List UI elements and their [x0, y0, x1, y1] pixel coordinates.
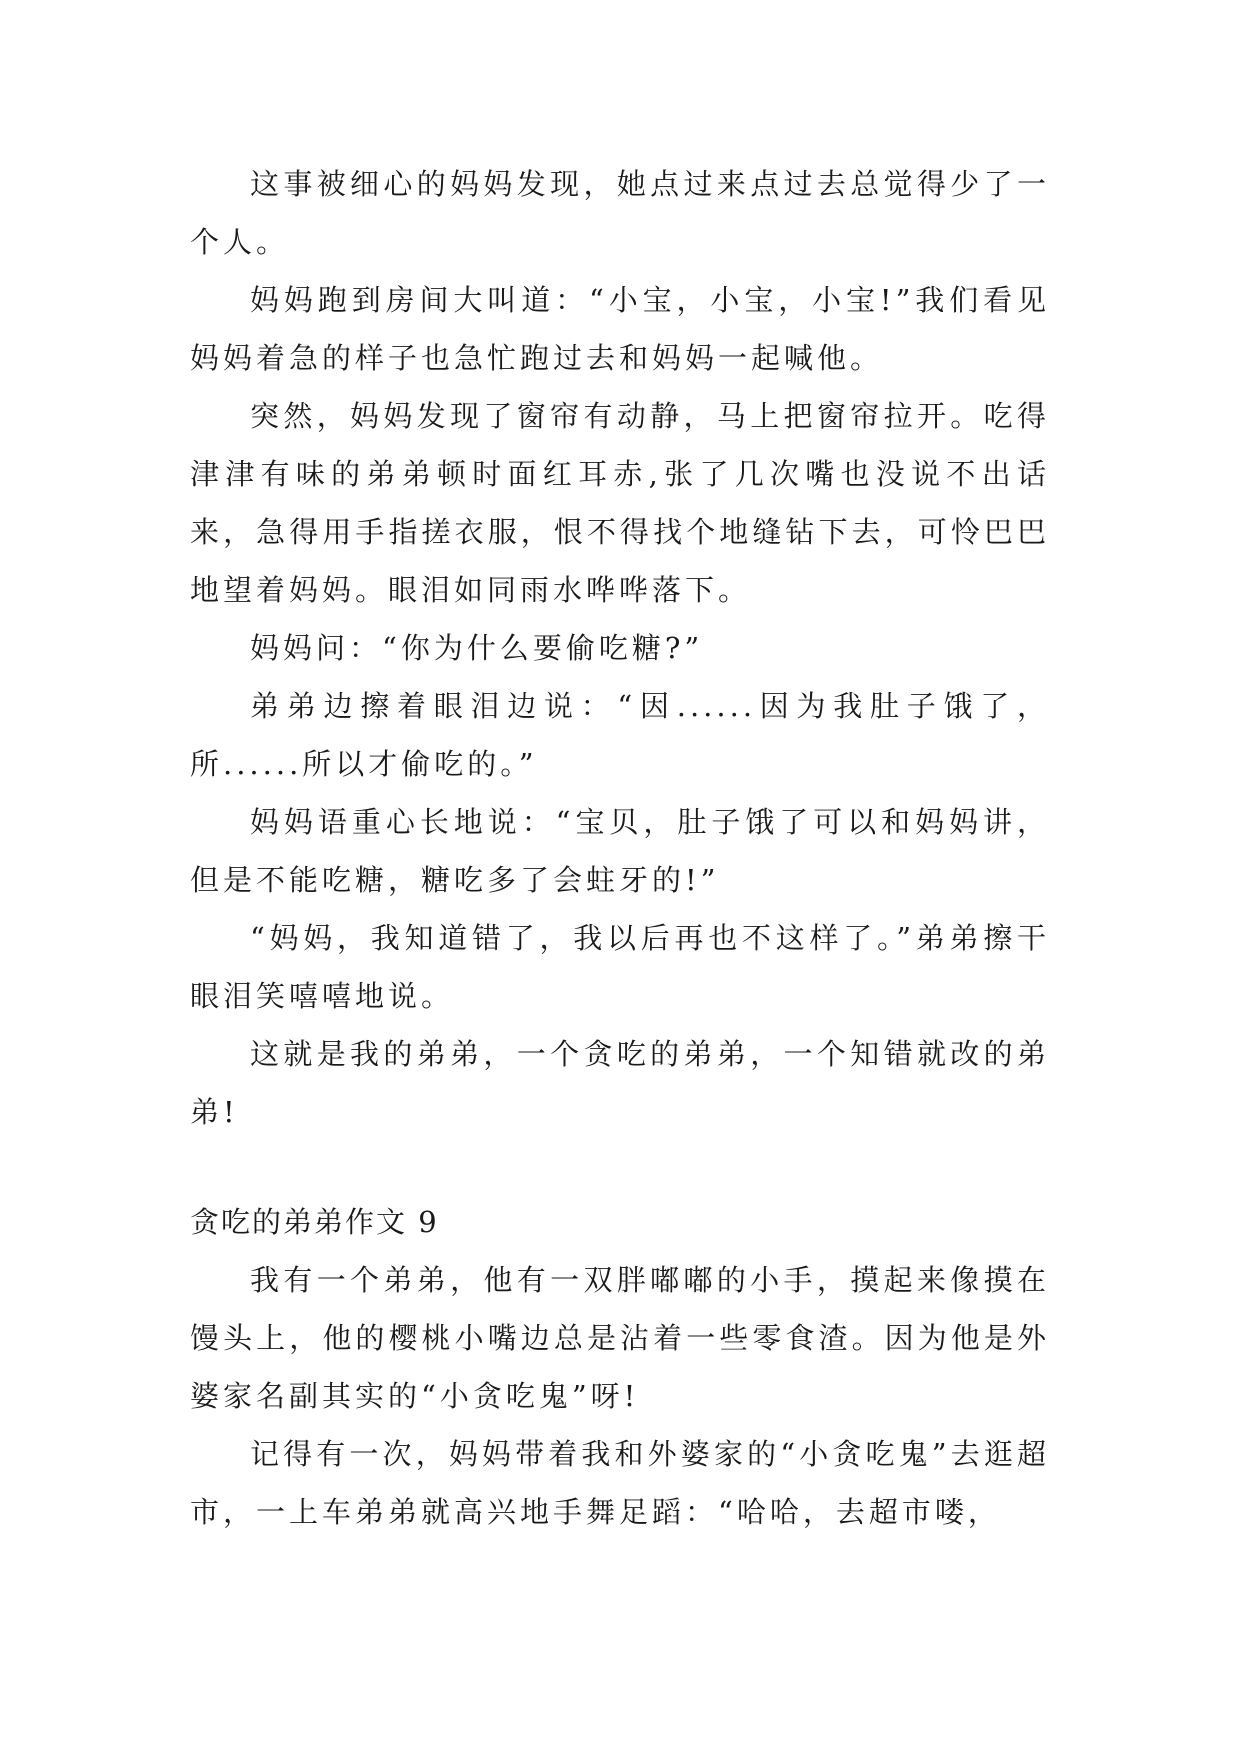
document-body [190, 155, 1050, 1541]
paragraph: 弟弟边擦着眼泪边说：“因......因为我肚子饿了，所......所以才偷吃的。” [190, 689, 1050, 781]
paragraph: 这就是我的弟弟，一个贪吃的弟弟，一个知错就改的弟弟! [190, 1037, 1050, 1129]
paragraph: 突然，妈妈发现了窗帘有动静，马上把窗帘拉开。吃得津津有味的弟弟顿时面红耳赤,张了几次嘴也没说不出话来，急得用手指搓衣服，恨不得找个地缝钻下去，可怜巴巴地望着妈妈。眼泪如同雨水哗哗落下。 [190, 399, 1050, 607]
paragraph: 记得有一次，妈妈带着我和外婆家的“小贪吃鬼”去逛超市，一上车弟弟就高兴地手舞足蹈：“哈哈，去超市喽， [190, 1437, 1050, 1529]
paragraph: “妈妈，我知道错了，我以后再也不这样了。”弟弟擦干眼泪笑嘻嘻地说。 [190, 921, 1050, 1013]
paragraph: 这事被细心的妈妈发现，她点过来点过去总觉得少了一个人。 [190, 167, 1050, 259]
paragraph: 妈妈跑到房间大叫道：“小宝，小宝，小宝!”我们看见妈妈着急的样子也急忙跑过去和妈妈一起喊他。 [190, 283, 1050, 375]
section-title: 贪吃的弟弟作文 9 [190, 1205, 439, 1239]
paragraph: 妈妈语重心长地说：“宝贝，肚子饿了可以和妈妈讲，但是不能吃糖，糖吃多了会蛀牙的!” [190, 805, 1050, 897]
paragraph: 妈妈问：“你为什么要偷吃糖?” [250, 631, 704, 665]
paragraph: 我有一个弟弟，他有一双胖嘟嘟的小手，摸起来像摸在馒头上，他的樱桃小嘴边总是沾着一些零食渣。因为他是外婆家名副其实的“小贪吃鬼”呀! [190, 1263, 1050, 1413]
